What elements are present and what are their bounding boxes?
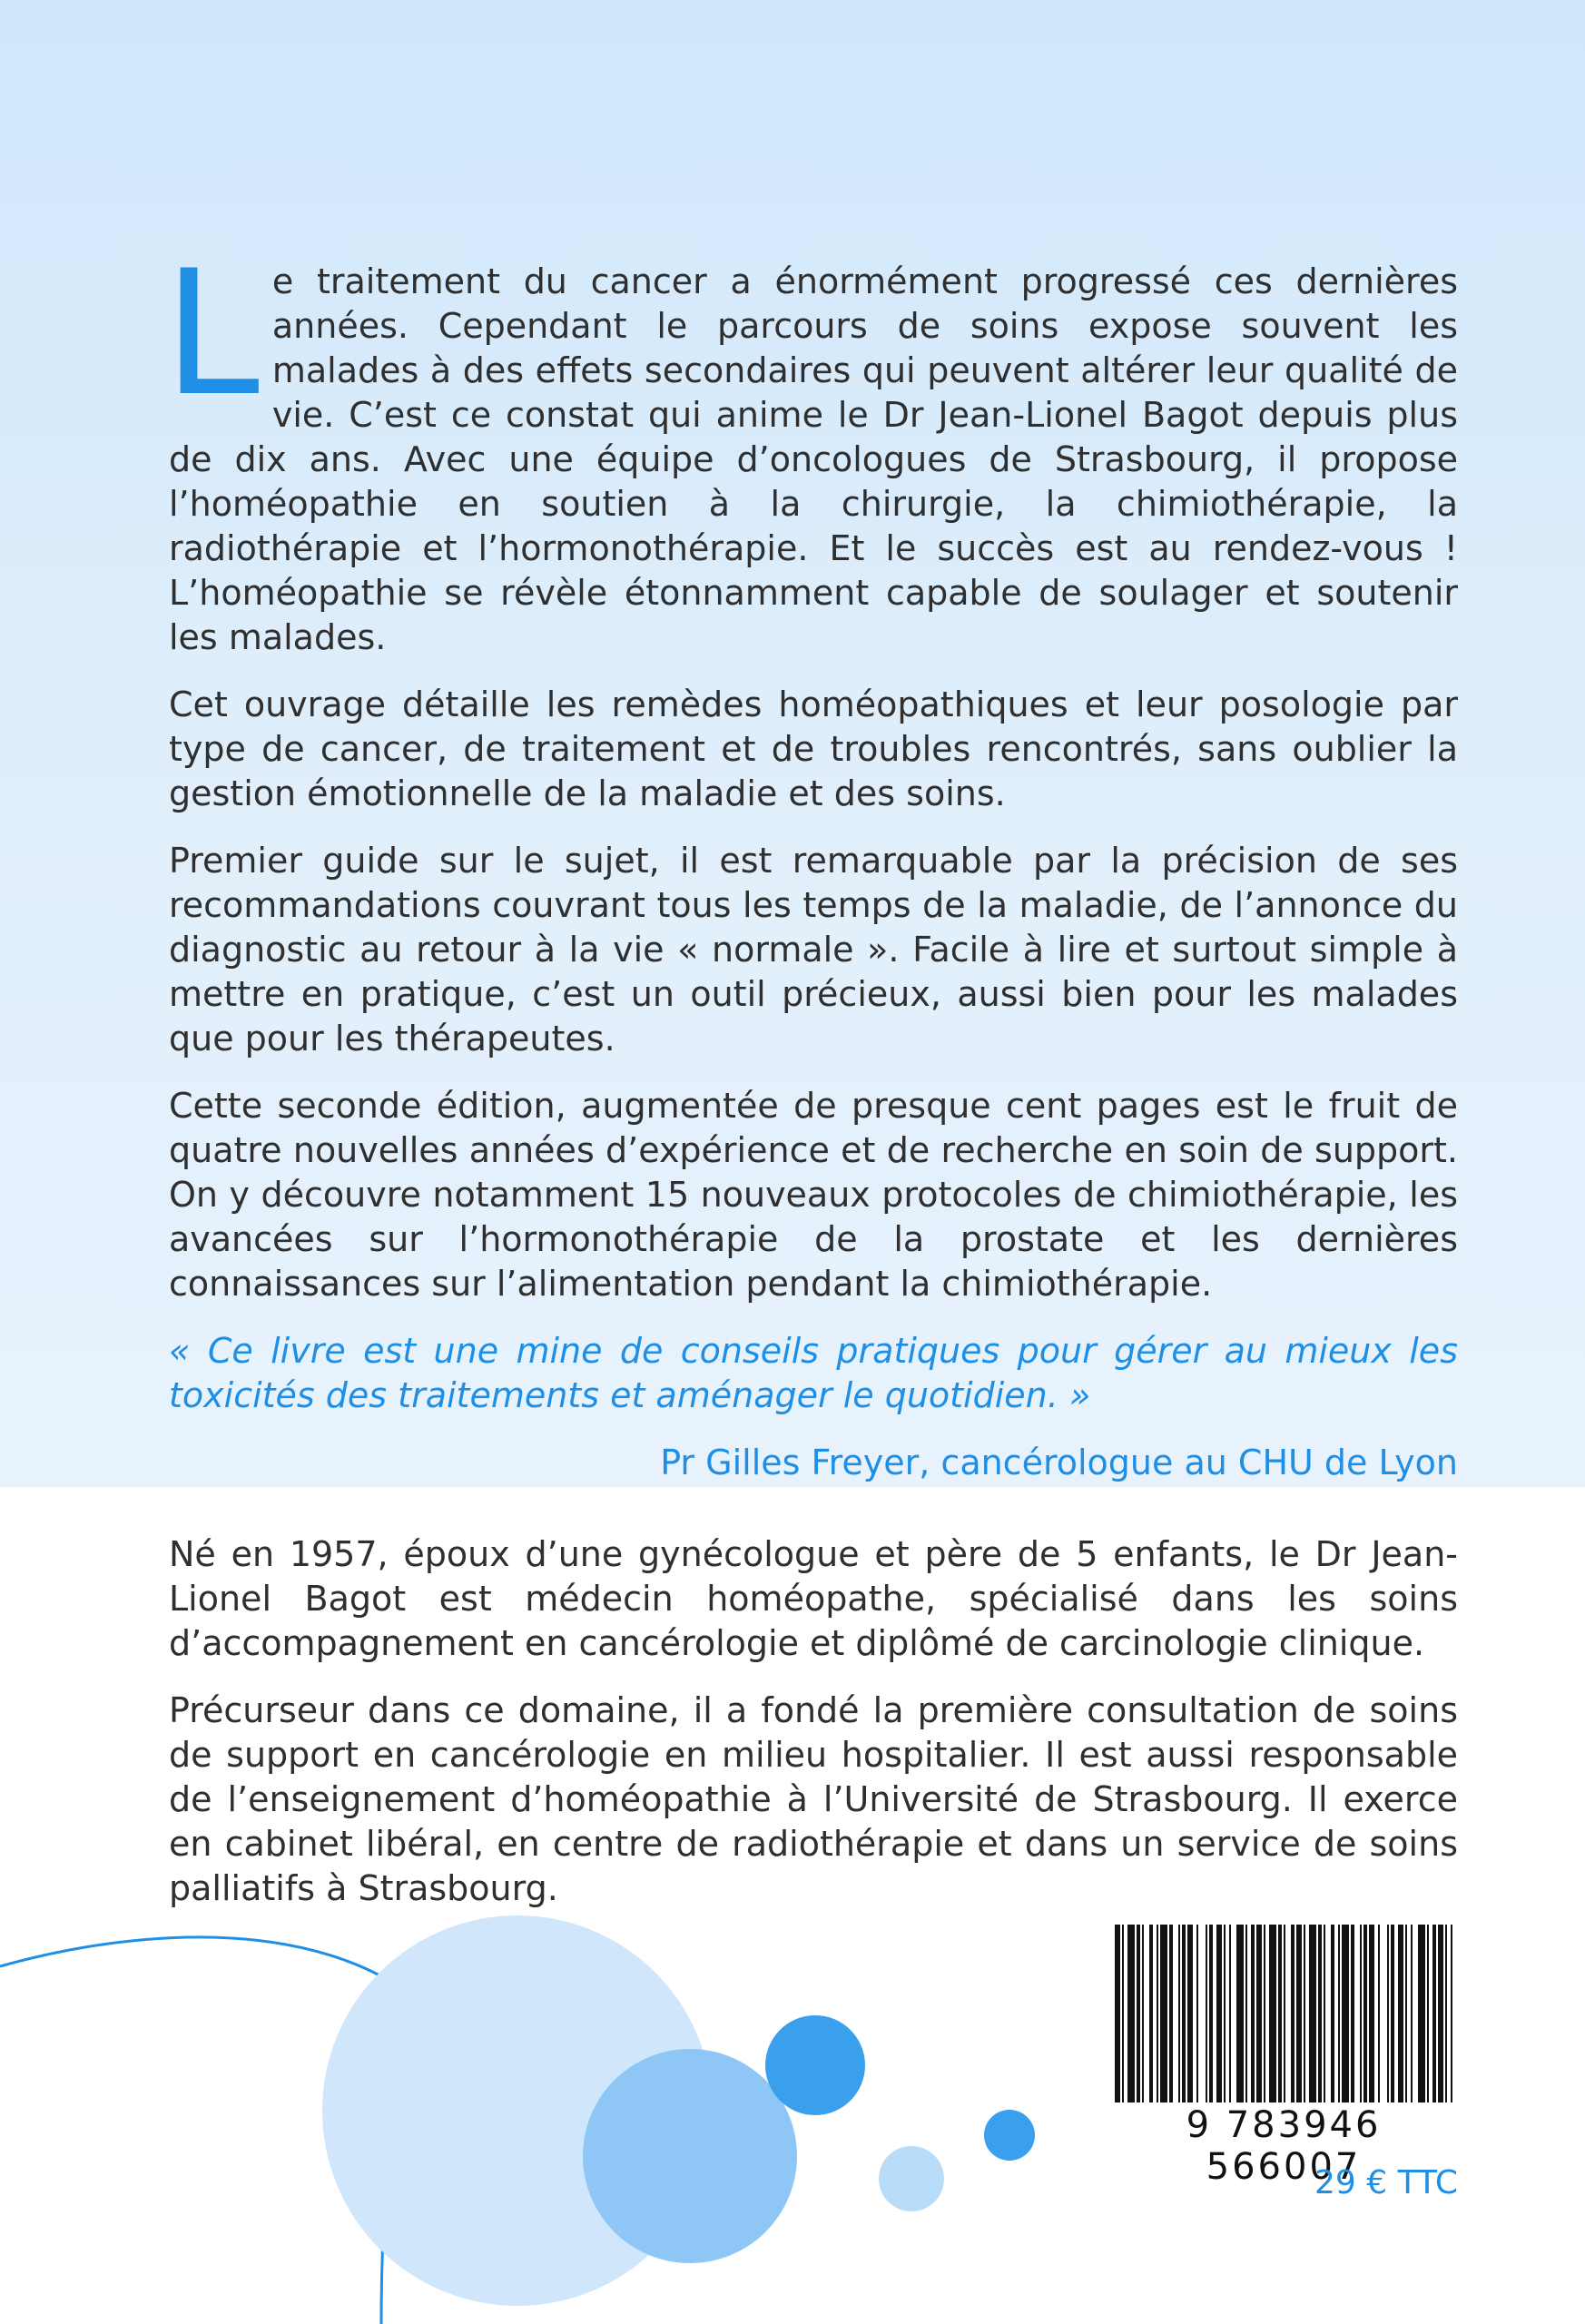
bubble-blue	[765, 2015, 865, 2115]
barcode-bar	[1178, 1925, 1180, 2102]
barcode-bar	[1229, 1925, 1231, 2102]
barcode-bar	[1169, 1925, 1173, 2102]
bubble-light-small	[879, 2146, 944, 2211]
barcode-bar	[1278, 1925, 1282, 2102]
barcode-bar	[1182, 1925, 1186, 2102]
barcode-bar	[1378, 1925, 1380, 2102]
bubble-medium	[583, 2049, 797, 2263]
barcode-bar	[1405, 1925, 1407, 2102]
barcode-bar	[1369, 1925, 1374, 2102]
barcode-bar	[1304, 1925, 1305, 2102]
decorative-bubbles	[0, 1879, 1089, 2324]
barcode-bar	[1269, 1925, 1276, 2102]
barcode-bar	[1432, 1925, 1436, 2102]
barcode-bar	[1411, 1925, 1413, 2102]
barcode-bar	[1438, 1925, 1443, 2102]
barcode-bar	[1451, 1925, 1452, 2102]
barcode-bar	[1331, 1925, 1334, 2102]
barcode-bar	[1206, 1925, 1207, 2102]
barcode-bar	[1363, 1925, 1367, 2102]
bio-paragraph-1: Né en 1957, époux d’une gynécologue et père de 5 enfants, le Dr Jean-Lionel Bagot est médecin homéopathe, spécialisé dans les soins d’accompagnement en cancérologie et diplômé de carcinologie clinique.	[169, 1534, 1458, 1663]
drop-cap: L	[163, 233, 260, 434]
barcode-bar	[1149, 1925, 1153, 2102]
barcode-bar	[1387, 1925, 1389, 2102]
barcode-bar	[1360, 1925, 1362, 2102]
barcode-bar	[1157, 1925, 1158, 2102]
barcode-bar	[1196, 1925, 1198, 2102]
book-blurb	[163, 233, 1458, 1508]
barcode-bar	[1351, 1925, 1354, 2102]
endorsement-author: Pr Gilles Freyer, cancérologue au CHU de Lyon	[660, 1443, 1458, 1482]
barcode-digits: 9 783946 566007	[1186, 2104, 1382, 2188]
barcode-bar	[1115, 1925, 1120, 2102]
blurb-paragraph-3: Premier guide sur le sujet, il est remarquable par la précision de ses recommandations couvrant tous les temps de la maladie, de l’annonce du diagnostic au retour à la vie « normale ». Facile à lire et surtout simple à mettre en pratique, c’est un outil précieux, aussi bien pour les malades que pour les thérapeutes.	[169, 841, 1458, 1059]
barcode-bar	[1342, 1925, 1349, 2102]
barcode-bar	[1224, 1925, 1226, 2102]
endorsement-quote: « Ce livre est une mine de conseils pratiques pour gérer au mieux les toxicités des traitements et aménager le quotidien. »	[169, 1331, 1458, 1415]
bubble-blue-small	[984, 2110, 1035, 2161]
barcode-bar	[1160, 1925, 1167, 2102]
barcode-bar	[1324, 1925, 1325, 2102]
barcode-bar	[1418, 1925, 1425, 2102]
barcode-bar	[1142, 1925, 1144, 2102]
barcode-bar	[1216, 1925, 1222, 2102]
blurb-paragraph-1-text: e traitement du cancer a énormément progressé ces dernières années. Cependant le parcours de soins expose souvent les malades à des effets secondaires qui peuvent altérer leur qualité de vie. C’est ce constat qui anime le Dr Jean-Lionel Bagot depuis plus de dix ans. Avec une équipe d’oncologues de Strasbourg, il propose l’homéopathie en soutien à la chirurgie, la chimiothérapie, la radiothérapie et l’hormonothérapie. Et le succès est au rendez-vous ! L’homéopathie se révèle étonnamment capable de soulager et soutenir les malades.	[169, 261, 1458, 657]
blurb-paragraph-1	[163, 233, 1458, 660]
barcode-bar	[1291, 1925, 1295, 2102]
barcode-bar	[1318, 1925, 1322, 2102]
barcode-bar	[1127, 1925, 1135, 2102]
barcode-bar	[1187, 1925, 1193, 2102]
barcode-bar	[1391, 1925, 1394, 2102]
blurb-paragraph-2: Cet ouvrage détaille les remèdes homéopathiques et leur posologie par type de cancer, de traitement et de troubles rencontrés, sans oublier la gestion émotionnelle de la maladie et des soins.	[169, 684, 1458, 813]
barcode-bar	[1264, 1925, 1265, 2102]
barcode-bar	[1236, 1925, 1244, 2102]
barcode-bar	[1338, 1925, 1340, 2102]
barcode-bar	[1445, 1925, 1447, 2102]
blurb-paragraph-4: Cette seconde édition, augmentée de presque cent pages est le fruit de quatre nouvelles années d’expérience et de recherche en soin de support. On y découvre notamment 15 nouveaux protocoles de chimiothérapie, les avancées sur l’hormonothérapie de la prostate et les dernières connaissances sur l’alimentation pendant la chimiothérapie.	[169, 1086, 1458, 1304]
barcode-bar	[1245, 1925, 1247, 2102]
bio-paragraph-2: Précurseur dans ce domaine, il a fondé la première consultation de soins de support en cancérologie en milieu hospitalier. Il est aussi responsable de l’enseignement d’homéopathie à l’Université de Strasbourg. Il exerce en cabinet libéral, en centre de radiothérapie et dans un service de soins palliatifs à Strasbourg.	[169, 1690, 1458, 1908]
barcode-bar	[1137, 1925, 1140, 2102]
barcode-bar	[1251, 1925, 1255, 2102]
barcode-bar	[1284, 1925, 1285, 2102]
barcode-bar	[1427, 1925, 1429, 2102]
barcode-bar	[1209, 1925, 1213, 2102]
barcode-bar	[1398, 1925, 1403, 2102]
barcode-bar	[1296, 1925, 1302, 2102]
barcode-bar	[1256, 1925, 1262, 2102]
price-label: 29 € TTC	[1314, 2164, 1458, 2201]
author-bio	[169, 1532, 1458, 1934]
barcode-bar	[1122, 1925, 1124, 2102]
barcode-bar	[1309, 1925, 1316, 2102]
